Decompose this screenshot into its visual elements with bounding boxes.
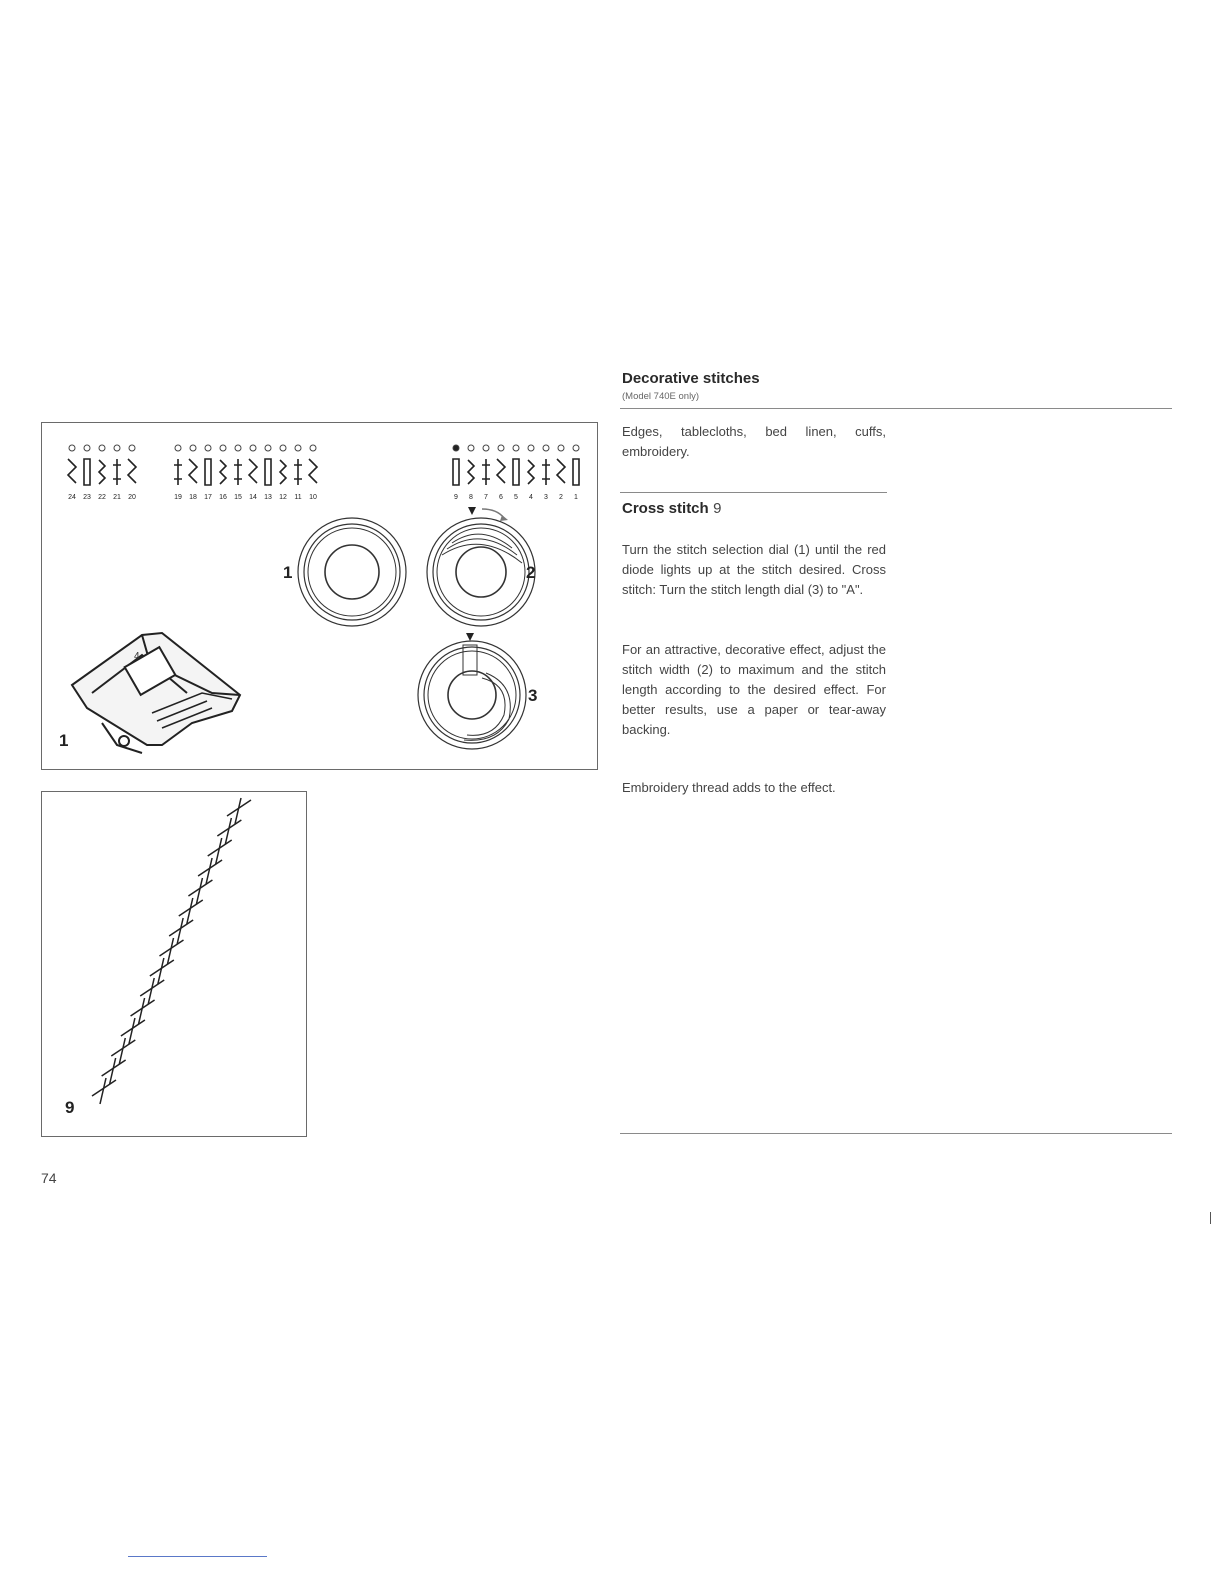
stitch-led-19 xyxy=(175,445,181,451)
stitch-number-23: 23 xyxy=(83,494,91,501)
stitch-led-15 xyxy=(235,445,241,451)
subsection-number: 9 xyxy=(713,500,722,517)
page-number: 74 xyxy=(41,1170,57,1186)
stitch-number-24: 24 xyxy=(68,494,76,501)
stitch-number-7: 7 xyxy=(484,494,488,501)
instruction-paragraph-3: Embroidery thread adds to the effect. xyxy=(622,780,836,795)
stitch-number-19: 19 xyxy=(174,494,182,501)
dial-callout-1: 1 xyxy=(283,563,293,582)
stitch-symbol-12 xyxy=(280,460,286,484)
stitch-led-11 xyxy=(295,445,301,451)
stitch-led-6 xyxy=(498,445,504,451)
stitch-led-4 xyxy=(528,445,534,451)
stitch-symbol-10 xyxy=(309,459,317,483)
stitch-symbol-4 xyxy=(528,460,534,484)
stitch-number-17: 17 xyxy=(204,494,212,501)
stitch-symbol-2 xyxy=(557,459,565,483)
bottom-divider xyxy=(620,1133,1172,1134)
stitch-symbol-16 xyxy=(220,460,226,484)
stitch-length-dial xyxy=(418,633,526,749)
stitch-number-6: 6 xyxy=(499,494,503,501)
stitch-symbol-21 xyxy=(113,459,121,485)
stitch-led-13 xyxy=(265,445,271,451)
foot-callout-1: 1 xyxy=(59,731,69,750)
stitch-led-8 xyxy=(468,445,474,451)
stitch-number-10: 10 xyxy=(309,494,317,501)
stitch-led-16 xyxy=(220,445,226,451)
subsection-heading xyxy=(622,500,722,518)
stitch-symbol-15 xyxy=(234,459,242,485)
subsection-title: Cross stitch xyxy=(622,500,709,517)
foot-number-label: 4 xyxy=(134,651,140,662)
stitch-number-2: 2 xyxy=(559,494,563,501)
stitch-number-18: 18 xyxy=(189,494,197,501)
stitch-led-10 xyxy=(310,445,316,451)
section-title: Decorative stitches xyxy=(622,370,760,387)
cross-stitch-upright-0 xyxy=(100,1078,106,1104)
stitch-symbol-6 xyxy=(497,459,505,483)
stitch-led-3 xyxy=(543,445,549,451)
edge-mark xyxy=(1210,1212,1211,1224)
stitch-number-9: 9 xyxy=(454,494,458,501)
footer-link-underline xyxy=(128,1556,267,1557)
stitch-number-5: 5 xyxy=(514,494,518,501)
stitch-number-22: 22 xyxy=(98,494,106,501)
stitch-led-9 xyxy=(453,445,459,451)
stitch-number-1: 1 xyxy=(574,494,578,501)
stitch-number-16: 16 xyxy=(219,494,227,501)
figure-callout-9: 9 xyxy=(65,1098,75,1117)
stitch-number-4: 4 xyxy=(529,494,533,501)
stitch-led-2 xyxy=(558,445,564,451)
stitch-led-1 xyxy=(573,445,579,451)
stitch-led-22 xyxy=(99,445,105,451)
stitch-symbol-17 xyxy=(205,459,211,485)
dial-callout-2: 2 xyxy=(526,563,536,582)
stitch-symbol-13 xyxy=(265,459,271,485)
stitch-symbol-22 xyxy=(99,460,105,484)
stitch-number-12: 12 xyxy=(279,494,287,501)
stitch-symbol-19 xyxy=(174,459,182,485)
stitch-led-14 xyxy=(250,445,256,451)
stitch-number-15: 15 xyxy=(234,494,242,501)
stitch-led-18 xyxy=(190,445,196,451)
stitch-symbol-14 xyxy=(249,459,257,483)
stitch-number-14: 14 xyxy=(249,494,257,501)
stitch-number-8: 8 xyxy=(469,494,473,501)
stitch-width-dial xyxy=(427,507,535,626)
stitch-symbol-1 xyxy=(573,459,579,485)
stitch-symbol-5 xyxy=(513,459,519,485)
instruction-paragraph-2: For an attractive, decorative effect, adjust the stitch width (2) to maximum and the stitch length according to the desired effect. For better results, use a paper or tear-away backing. xyxy=(622,642,886,737)
stitch-symbol-20 xyxy=(128,459,136,483)
stitch-led-17 xyxy=(205,445,211,451)
figure-machine-dials xyxy=(41,422,598,770)
stitch-selection-dial xyxy=(298,518,406,626)
subsection-divider xyxy=(620,492,887,493)
dials-illustration xyxy=(42,423,597,769)
stitch-symbol-23 xyxy=(84,459,90,485)
stitch-led-12 xyxy=(280,445,286,451)
stitch-symbol-3 xyxy=(542,459,550,485)
intro-paragraph: Edges, tablecloths, bed linen, cuffs, embroidery. xyxy=(622,424,886,459)
stitch-symbol-11 xyxy=(294,459,302,485)
stitch-symbol-7 xyxy=(482,459,490,485)
dial-callout-3: 3 xyxy=(528,686,538,705)
stitch-led-5 xyxy=(513,445,519,451)
stitch-number-20: 20 xyxy=(128,494,136,501)
stitch-number-13: 13 xyxy=(264,494,272,501)
stitch-led-24 xyxy=(69,445,75,451)
stitch-number-21: 21 xyxy=(113,494,121,501)
stitch-led-21 xyxy=(114,445,120,451)
section-note: (Model 740E only) xyxy=(622,391,700,402)
stitch-number-11: 11 xyxy=(294,494,302,501)
stitch-number-3: 3 xyxy=(544,494,548,501)
stitch-led-20 xyxy=(129,445,135,451)
stitch-symbol-9 xyxy=(453,459,459,485)
section-divider xyxy=(620,408,1172,409)
stitch-led-23 xyxy=(84,445,90,451)
presser-foot-illustration xyxy=(72,633,240,753)
stitch-symbol-24 xyxy=(68,459,76,483)
cross-stitch-illustration xyxy=(42,792,306,1136)
stitch-led-7 xyxy=(483,445,489,451)
stitch-symbol-8 xyxy=(468,460,474,484)
instruction-paragraph-1: Turn the stitch selection dial (1) until the red diode lights up at the stitch desired. Cross stitch: Turn the stitch length dial (3) to "A". xyxy=(622,542,886,597)
figure-cross-stitch xyxy=(41,791,307,1137)
stitch-symbol-18 xyxy=(189,459,197,483)
